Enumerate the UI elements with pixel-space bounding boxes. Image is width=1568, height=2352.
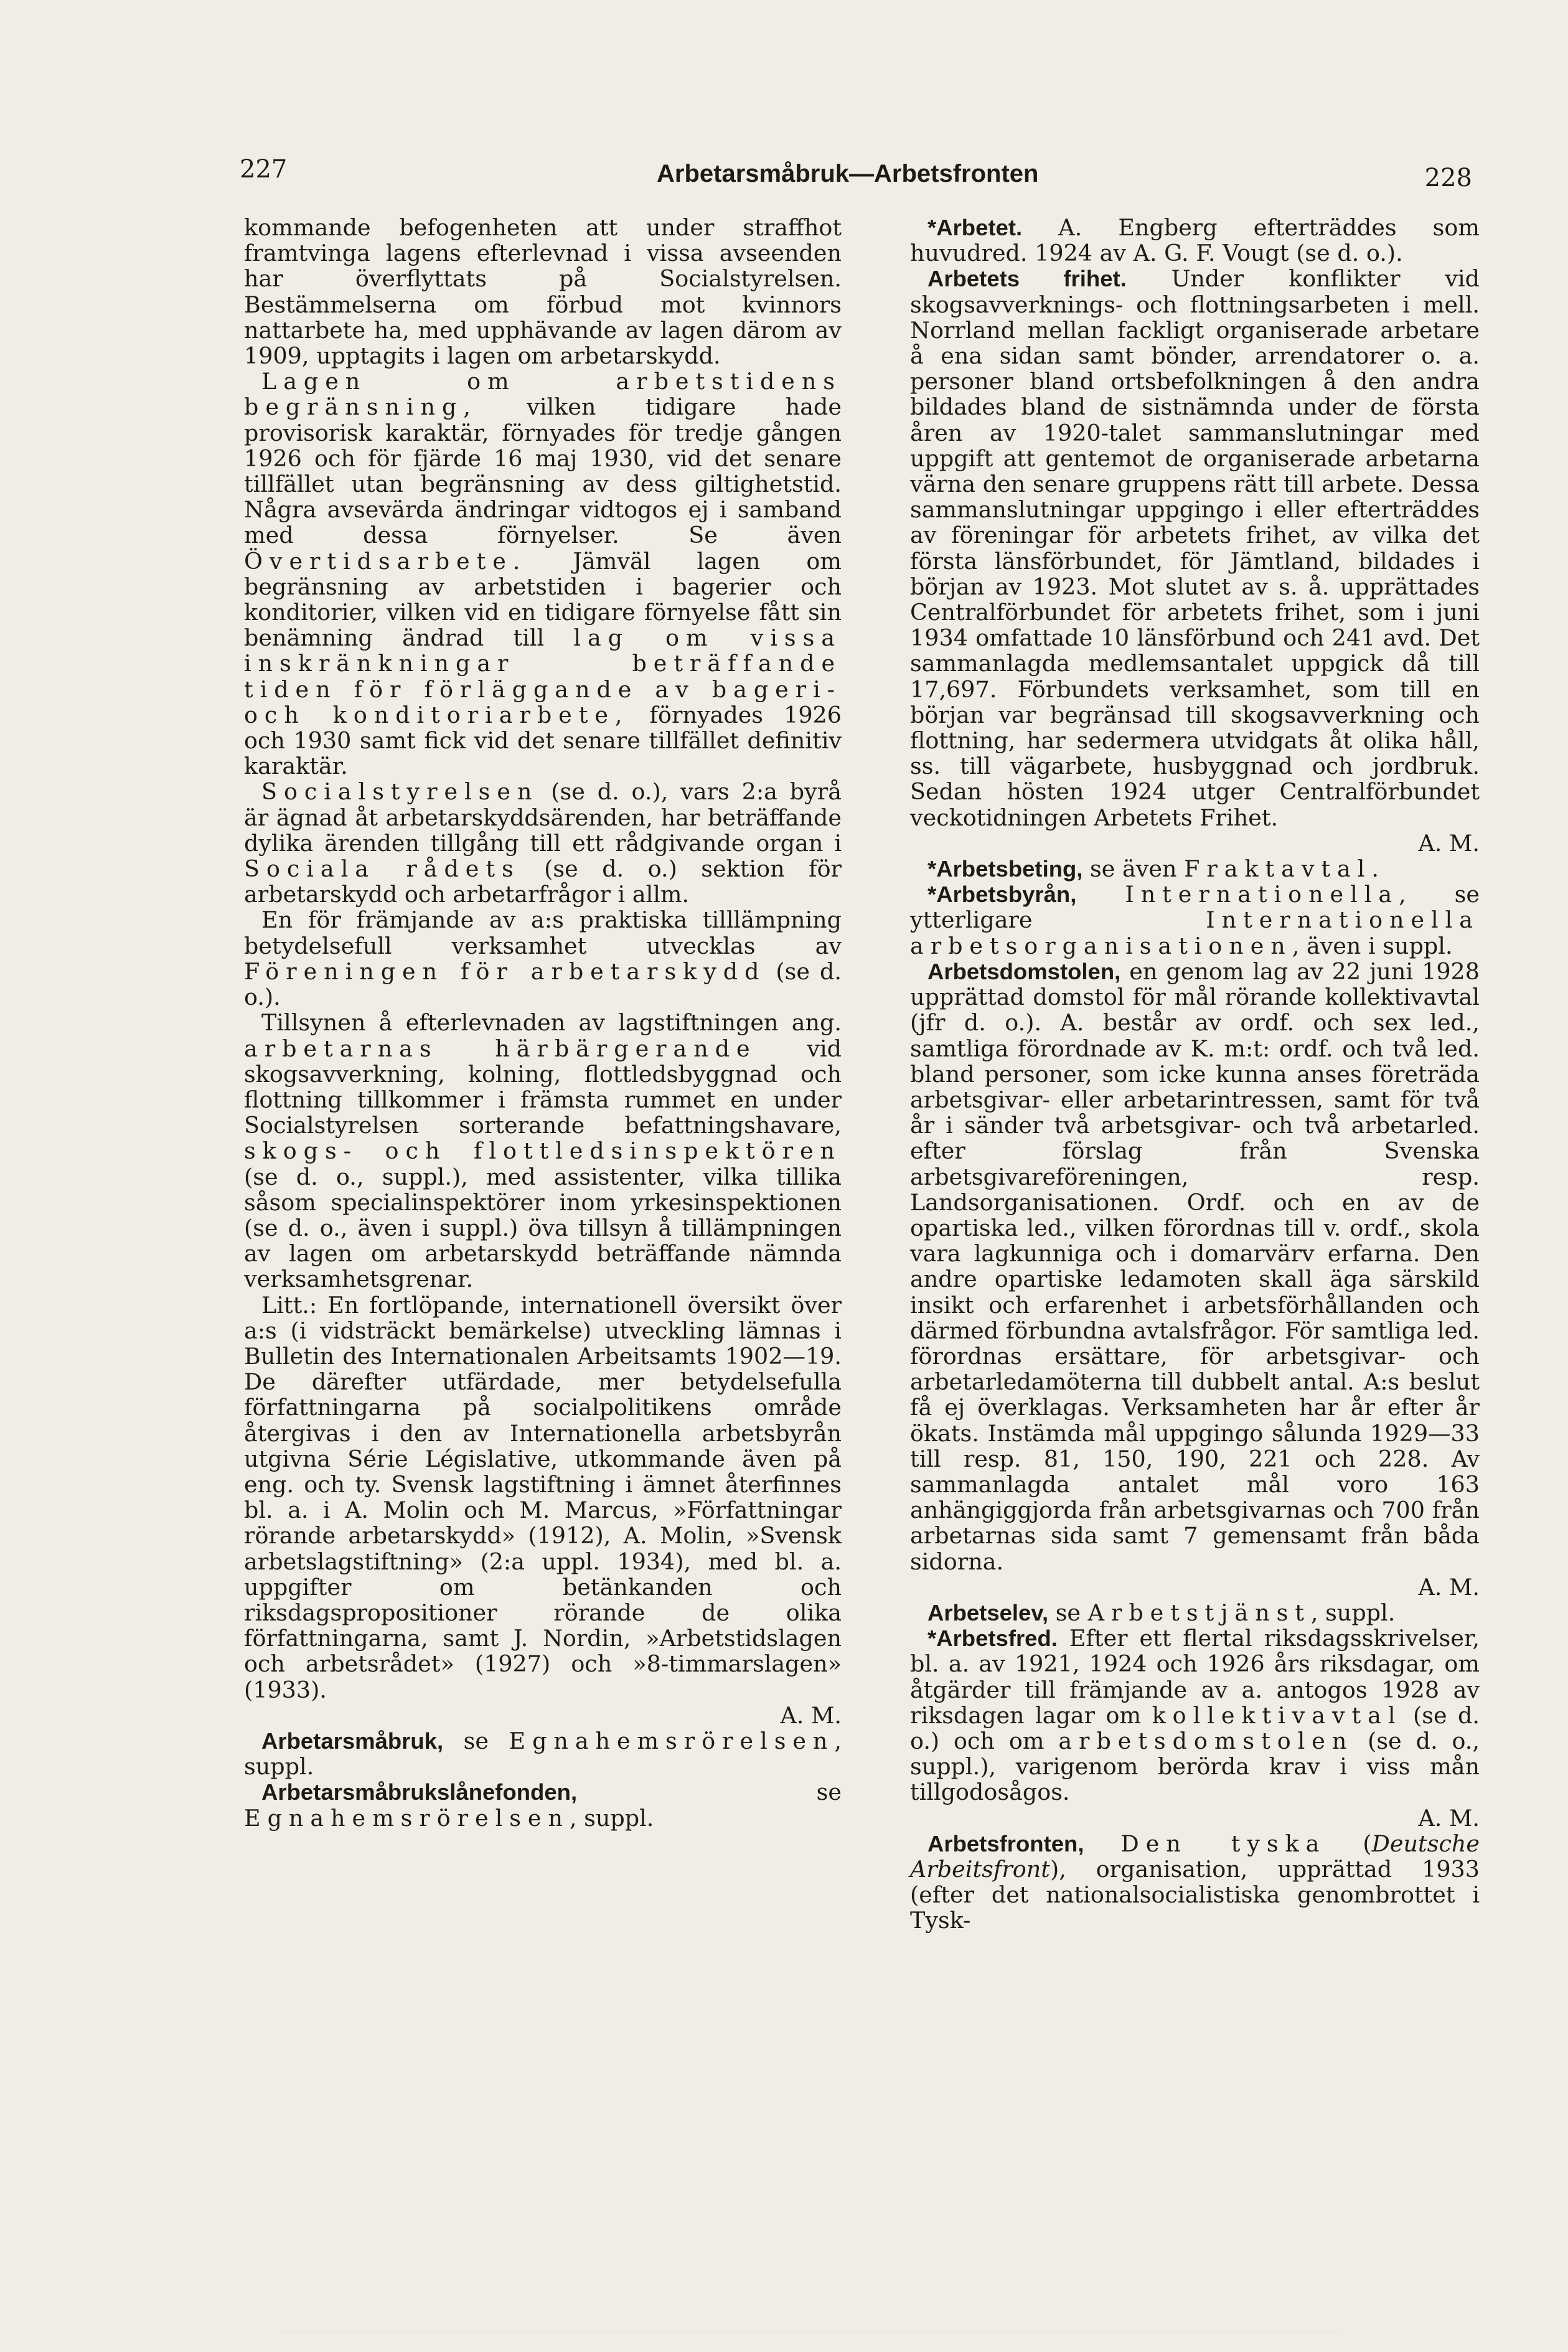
right-column: [910, 215, 1480, 1934]
headword: Arbetarsmåbruk,: [261, 1728, 444, 1754]
cross-reference: kollektivavtal: [1152, 1701, 1402, 1729]
author-signature: A. M.: [1418, 829, 1480, 857]
cross-reference: Egnahemsrörelsen: [509, 1727, 835, 1754]
cross-reference: arbetsdomstolen: [1058, 1727, 1354, 1754]
entry-arbetet: *Arbetet. A. Engberg efterträddes som huvudred. 1924 av A. G. F. Vougt (se d. o.).: [910, 214, 1480, 267]
cross-reference: Socialstyrelsen: [261, 778, 539, 806]
entry-arbetarsmabrukslanefonden: Arbetarsmåbrukslånefonden, se Egnahemsrörelsen, suppl.: [244, 1779, 842, 1832]
cross-reference: Övertidsarbete.: [244, 547, 527, 575]
headword: *Arbetsbyrån,: [927, 882, 1077, 908]
entry-arbetsfronten: Arbetsfronten, Den tyska (Deutsche Arbeitsfront), organisation, upprättad 1933 (efter det nationalsocialistiska genombrottet i Tysk-: [910, 1830, 1480, 1934]
headword: *Arbetet.: [927, 215, 1023, 240]
spaced-term: Internationella: [1125, 881, 1399, 908]
entry-arbetselev: Arbetselev, se Arbetstjänst, suppl.: [927, 1599, 1396, 1626]
page-number-left: 227: [240, 155, 288, 184]
page-header: [233, 153, 1472, 190]
literature-paragraph: Litt.: En fortlöpande, internationell översikt över a:s (i vidsträckt bemärkelse) utveckling lämnas i Bulletin des Internationalen Arbeitsamts 1902—19. De därefter utfärdade, mer betydelsefulla författningarna på socialpolitikens område återgivas i den av Internationella arbetsbyrån utgivna Série Législative, utkommande även på eng. och ty. Svensk lagstiftning i ämnet återfinnes bl. a. i A. Molin och M. Marcus, »Författningar rörande arbetarskydd» (1912), A. Molin, »Svensk arbetslagstiftning» (2:a uppl. 1934), med bl. a. uppgifter om betänkanden och riksdagspropositioner rörande de olika författningarna, samt J. Nordin, »Arbetstidslagen och arbetsrådet» (1927) och »8-timmarslagen» (1933).: [244, 1291, 842, 1703]
author-signature: A. M.: [780, 1701, 842, 1729]
entry-arbetarsmabruk: Arbetarsmåbruk, se Egnahemsrörelsen, suppl.: [244, 1727, 842, 1780]
running-title: Arbetarsmåbruk—Arbetsfronten: [657, 160, 1039, 187]
headword: Arbetselev,: [927, 1599, 1049, 1625]
cross-reference: Fraktavtal: [1184, 855, 1372, 883]
paragraph: kommande befogenheten att under straffhot framtvinga lagens efterlevnad i vissa avseenden har överflyttats på Socialstyrelsen. Bestämmelserna om förbud mot kvinnors nattarbete ha, med upphävande av lagen därom av 1909, upptagits i lagen om arbetarskydd.: [244, 214, 842, 370]
entry-arbetsbyran: *Arbetsbyrån, Internationella, se ytterligare Internationella arbetsorganisationen, även i suppl.: [910, 881, 1480, 959]
spaced-term: arbetarnas härbärgerande: [244, 1035, 757, 1062]
entry-arbetets-frihet: Arbetets frihet. Under konflikter vid skogsavverknings- och flottningsarbeten i mell. Norrland mellan fackligt organiserade arbetare å ena sidan samt bönder, arrendatorer o. a. personer bland ortsbefolkningen å den andra bildades bland de sistnämnda under de första åren av 1920-talet sammanslutningar med uppgift att gentemot de organiserade arbetarna värna den senare gruppens rätt till arbete. Dessa sammanslutningar uppgingo i eller efterträddes av föreningar för arbetets frihet, av vilka det första länsförbundet, för Jämtland, bildades i början av 1923. Mot slutet av s. å. upprättades Centralförbundet för arbetets frihet, som i juni 1934 omfattade 10 länsförbund och 241 avd. Det sammanlagda medlemsantalet uppgick då till 17,697. Förbundets verksamhet, som till en början var begränsad till skogsavverkning och flottning, har sedermera utvidgats åt olika håll, ss. till vägarbete, husbyggnad och jordbruk. Sedan hösten 1924 utger Centralförbundet veckotidningen Arbetets Frihet.: [910, 265, 1480, 831]
page-edge-shadow: [280, 2331, 1338, 2332]
headword: Arbetets frihet.: [927, 266, 1127, 292]
entry-arbetsbeting: *Arbetsbeting, se även Fraktavtal.: [927, 855, 1379, 883]
paragraph: Socialstyrelsen (se d. o.), vars 2:a byrå är ägnad åt arbetarskyddsärenden, har beträffande dylika ärenden tillgång till ett rådgivande organ i Sociala rådets (se d. o.) sektion för arbetarskydd och arbetarfrågor i allm.: [244, 778, 842, 908]
cross-reference: Arbetstjänst: [1087, 1599, 1311, 1626]
paragraph: Tillsynen å efterlevnaden av lagstiftningen ang. arbetarnas härbärgerande vid skogsavverkning, kolning, flottledsbyggnad och flottning tillkommer i främsta rummet en under Socialstyrelsen sorterande befattningshavare, skogs- och flottledsinspektören (se d. o., suppl.), med assistenter, vilka tillika såsom specialinspektörer inom yrkesinspektionen (se d. o., även i suppl.) öva tillsyn å tillämpningen av lagen om arbetarskydd beträffande nämnda verksamhetsgrenar.: [244, 1009, 842, 1293]
paragraph: En för främjande av a:s praktiska tilllämpning betydelsefull verksamhet utvecklas av Föreningen för arbetarskydd (se d. o.).: [244, 906, 842, 1011]
headword: Arbetsdomstolen,: [927, 958, 1121, 984]
cross-reference: Sociala rådets: [244, 855, 520, 883]
entry-arbetsdomstolen: Arbetsdomstolen, en genom lag av 22 juni 1928 upprättad domstol för mål rörande kollektivavtal (jfr d. o.). A. består av ordf. och sex led., samtliga förordnade av K. m:t: ordf. och två led. bland personer, som icke kunna anses företräda arbetsgivar- eller arbetarintressen, samt för två år i sänder två arbetsgivar- och två arbetarled. efter förslag från Svenska arbetsgivareföreningen, resp. Landsorganisationen. Ordf. och en av de opartiska led., vilken förordnas till v. ordf., skola vara lagkunniga och i domarvärv erfarna. Den andre opartiske ledamoten skall äga särskild insikt och erfarenhet i arbetsförhållanden och därmed förbundna avtalsfrågor. För samtliga led. förordnas ersättare, för arbetsgivar- och arbetarledamöterna till dubbelt antal. A:s beslut få ej överklagas. Verksamheten har år efter år ökats. Instämda mål uppgingo sålunda 1929—33 till resp. 81, 150, 190, 221 och 228. Av sammanlagda antalet mål voro 163 anhängiggjorda från arbetsgivarnas och 700 från arbetarnas sida samt 7 gemensamt från båda sidorna.: [910, 957, 1480, 1575]
foreign-title: Deutsche Arbeitsfront: [910, 1830, 1480, 1883]
cross-reference: skogs- och flottledsinspektören: [244, 1137, 842, 1165]
spaced-term: Lagen om arbetstidens begränsning,: [244, 368, 842, 421]
author-signature: A. M.: [1418, 1573, 1480, 1601]
cross-reference: Internationella arbetsorganisationen: [910, 906, 1480, 959]
headword: Arbetarsmåbrukslånefonden,: [261, 1779, 578, 1805]
spaced-term: lag om vissa inskränkningar beträffande tiden för förläggande av bageri- och konditoriarbete,: [244, 624, 842, 728]
page-number-right: 228: [1424, 164, 1472, 192]
spaced-term: Den tyska: [1120, 1830, 1326, 1857]
cross-reference: Föreningen för arbetarskydd: [244, 957, 766, 985]
left-column: [244, 215, 842, 1831]
headword: *Arbetsfred.: [927, 1625, 1058, 1652]
cross-reference: Egnahemsrörelsen: [244, 1804, 570, 1832]
entry-arbetsfred: *Arbetsfred. Efter ett flertal riksdagsskrivelser, bl. a. av 1921, 1924 och 1926 års riksdagar, om åtgärder till främjande av a. antogos 1928 av riksdagen lagar om kollektivavtal (se d. o.) och om arbetsdomstolen (se d. o., suppl.), varigenom berörda krav i viss mån tillgodosågos.: [910, 1625, 1480, 1806]
headword: Arbetsfronten,: [927, 1830, 1084, 1856]
paragraph: Lagen om arbetstidens begränsning, vilken tidigare hade provisorisk karaktär, förnyades för tredje gången 1926 och för fjärde 16 maj 1930, vid det senare tillfället utan begränsning av dess giltighetstid. Några avsevärda ändringar vidtogos ej i samband med dessa förnyelser. Se även Övertidsarbete. Jämväl lagen om begränsning av arbetstiden i bagerier och konditorier, vilken vid en tidigare förnyelse fått sin benämning ändrad till lag om vissa inskränkningar beträffande tiden för förläggande av bageri- och konditoriarbete, förnyades 1926 och 1930 samt fick vid det senare tillfället definitiv karaktär.: [244, 368, 842, 780]
author-signature: A. M.: [1418, 1804, 1480, 1832]
headword: *Arbetsbeting,: [927, 856, 1083, 882]
